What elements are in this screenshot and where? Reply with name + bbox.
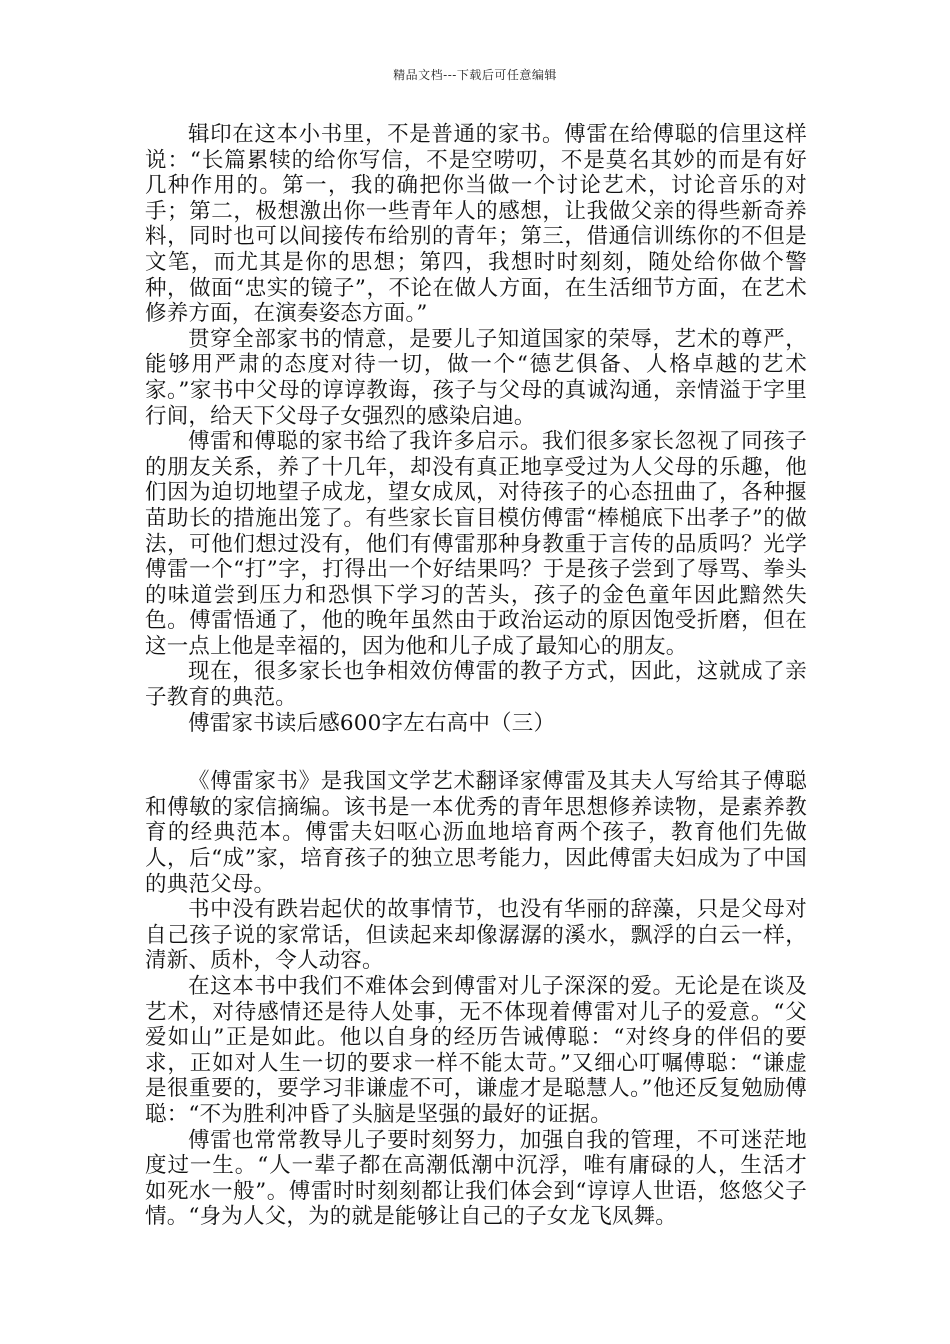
document-body <box>145 122 807 1230</box>
paragraph: 傅雷和傅聪的家书给了我许多启示。我们很多家长忽视了同孩子的朋友关系，养了十几年，却没有真正地享受过为人父母的乐趣，他们因为迫切地望子成龙，望女成凤，对待孩子的心态扭曲了，各种揠苗助长的措施出笼了。有些家长盲目模仿傅雷“棒槌底下出孝子”的做法，可他们想过没有，他们有傅雷那种身教重于言传的品质吗？光学傅雷一个“打”字，打得出一个好结果吗？于是孩子尝到了辱骂、拳头的味道尝到压力和恐惧下学习的苦头，孩子的金色童年因此黯然失色。傅雷悟通了，他的晚年虽然由于政治运动的原因饱受折磨，但在这一点上他是幸福的，因为他和儿子成了最知心的朋友。 <box>145 429 807 659</box>
section-gap <box>145 736 807 769</box>
section-title: 傅雷家书读后感600字左右高中（三） <box>188 710 556 736</box>
page-header: 精品文档---下载后可任意编辑 <box>393 68 557 82</box>
paragraph: 傅雷也常常教导儿子要时刻努力，加强自我的管理，不可迷茫地度过一生。“人一辈子都在高潮低潮中沉浮，唯有庸碌的人，生活才如死水一般”。傅雷时时刻刻都让我们体会到“谆谆人世语，悠悠父子情。“身为人父，为的就是能够让自己的子女龙飞凤舞。 <box>145 1127 807 1230</box>
paragraph: 书中没有跌岩起伏的故事情节，也没有华丽的辞藻，只是父母对自己孩子说的家常话，但读起来却像潺潺的溪水，飘浮的白云一样，清新、质朴，令人动容。 <box>145 897 807 974</box>
paragraph: 辑印在这本小书里，不是普通的家书。傅雷在给傅聪的信里这样说：“长篇累犊的给你写信，不是空唠叨，不是莫名其妙的而是有好几种作用的。第一，我的确把你当做一个讨论艺术，讨论音乐的对手；第二，极想激出你一些青年人的感想，让我做父亲的得些新奇养料，同时也可以间接传布给别的青年；第三，借通信训练你的不但是文笔，而尤其是你的思想；第四，我想时时刻刻，随处给你做个警种，做面“忠实的镜子”，不论在做人方面，在生活细节方面，在艺术修养方面，在演奏姿态方面。” <box>145 122 807 327</box>
paragraph: 现在，很多家长也争相效仿傅雷的教子方式，因此，这就成了亲子教育的典范。 <box>145 659 807 711</box>
paragraph: 贯穿全部家书的情意，是要儿子知道国家的荣辱，艺术的尊严，能够用严肃的态度对待一切，做一个“德艺俱备、人格卓越的艺术家。”家书中父母的谆谆教诲，孩子与父母的真诚沟通，亲情溢于字里行间，给天下父母子女强烈的感染启迪。 <box>145 326 807 429</box>
paragraph: 《傅雷家书》是我国文学艺术翻译家傅雷及其夫人写给其子傅聪和傅敏的家信摘编。该书是一本优秀的青年思想修养读物，是素养教育的经典范本。傅雷夫妇呕心沥血地培育两个孩子，教育他们先做人，后“成”家，培育孩子的独立思考能力，因此傅雷夫妇成为了中国的典范父母。 <box>145 769 807 897</box>
paragraph: 在这本书中我们不难体会到傅雷对儿子深深的爱。无论是在谈及艺术，对待感情还是待人处事，无不体现着傅雷对儿子的爱意。“父爱如山”正是如此。他以自身的经历告诫傅聪：“对终身的伴侣的要求，正如对人生一切的要求一样不能太苛。”又细心叮嘱傅聪：“谦虚是很重要的，要学习非谦虚不可，谦虚才是聪慧人。”他还反复勉励傅聪：“不为胜利冲昏了头脑是坚强的最好的证据。 <box>145 974 807 1127</box>
